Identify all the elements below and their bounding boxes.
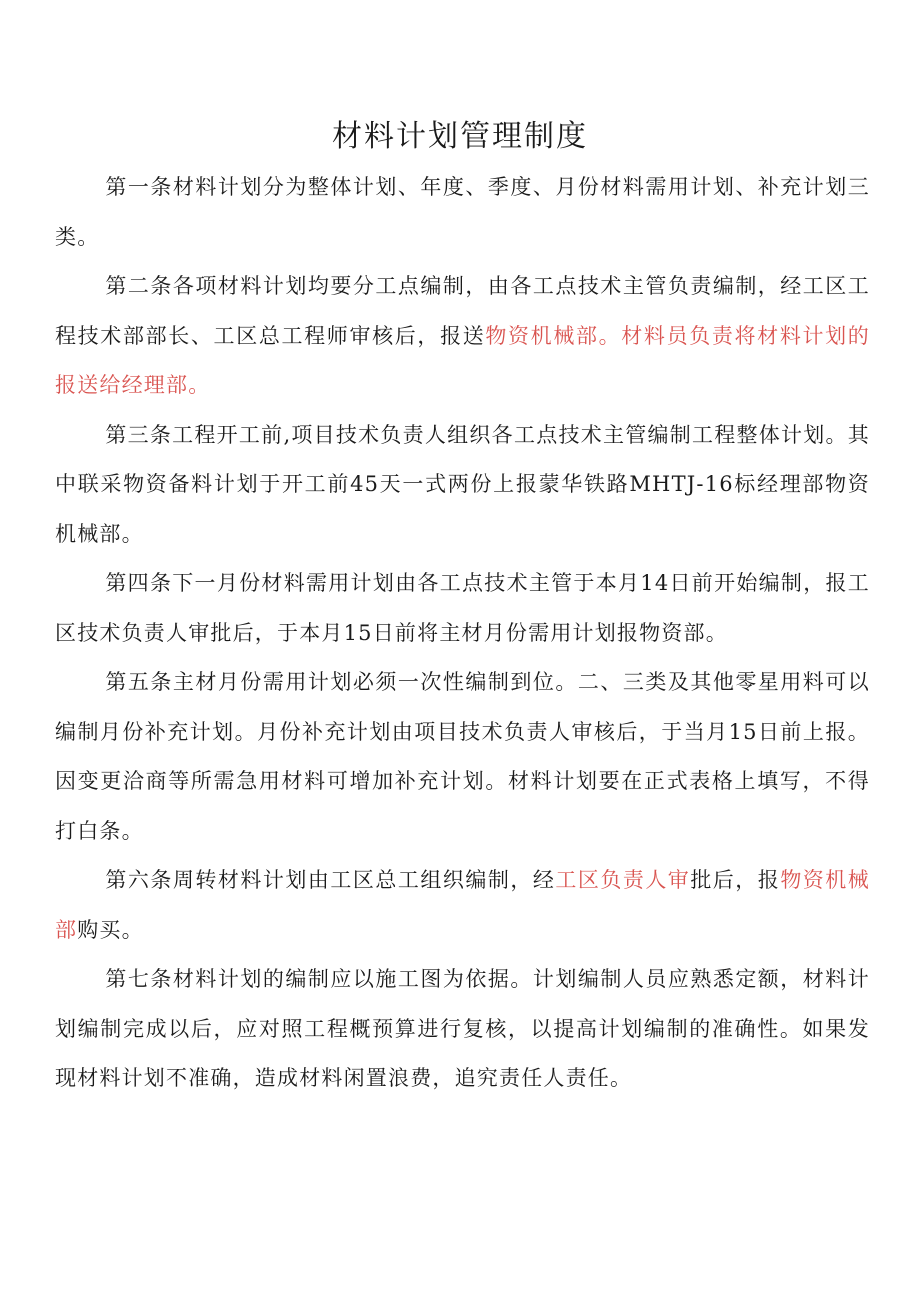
article-3: [55, 411, 870, 560]
document-body: [55, 163, 870, 1104]
article-6: [55, 856, 870, 955]
article-2-highlight: 物资机械部。材料员负责将材料计划的报送给经理部。: [55, 323, 870, 397]
article-6-text-b: 批后，报: [690, 868, 781, 892]
article-6-text-a: 第六条周转材料计划由工区总工组织编制，经: [105, 868, 556, 892]
article-1-text: 第一条材料计划分为整体计划、年度、季度、月份材料需用计划、补充计划三类。: [55, 175, 870, 249]
article-6-highlight-a: 工区负责人审: [555, 868, 691, 892]
article-7: [55, 955, 870, 1104]
article-2-text: 第二条各项材料计划均要分工点编制，由各工点技术主管负责编制，经工区工程技术部部长、工区总工程师审核后，报送: [55, 274, 870, 348]
article-2: [55, 262, 870, 411]
article-3-text: 第三条工程开工前,项目技术负责人组织各工点技术主管编制工程整体计划。其中联采物资备料计划于开工前45天一式两份上报蒙华铁路MHTJ-16标经理部物资机械部。: [55, 422, 870, 546]
article-7-text: 第七条材料计划的编制应以施工图为依据。计划编制人员应熟悉定额，材料计划编制完成以后，应对照工程概预算进行复核，以提高计划编制的准确性。如果发现材料计划不准确，造成材料闲置浪费，追究责任人责任。: [55, 967, 870, 1090]
article-6-text-c: 购买。: [77, 917, 144, 942]
article-4: [55, 559, 870, 658]
document-title: 材料计划管理制度: [332, 119, 588, 154]
article-6-highlight-b: 物资机械部: [55, 868, 871, 942]
article-4-text: 第四条下一月份材料需用计划由各工点技术主管于本月14日前开始编制，报工区技术负责人审批后，于本月15日前将主材月份需用计划报物资部。: [55, 571, 870, 645]
article-5: [55, 658, 870, 856]
article-5-text: 第五条主材月份需用计划必须一次性编制到位。二、三类及其他零星用料可以编制月份补充计划。月份补充计划由项目技术负责人审核后，于当月15日前上报。因变更洽商等所需急用材料可增加补充计划。材料计划要在正式表格上填写，不得打白条。: [55, 670, 870, 843]
article-1: [55, 163, 870, 262]
